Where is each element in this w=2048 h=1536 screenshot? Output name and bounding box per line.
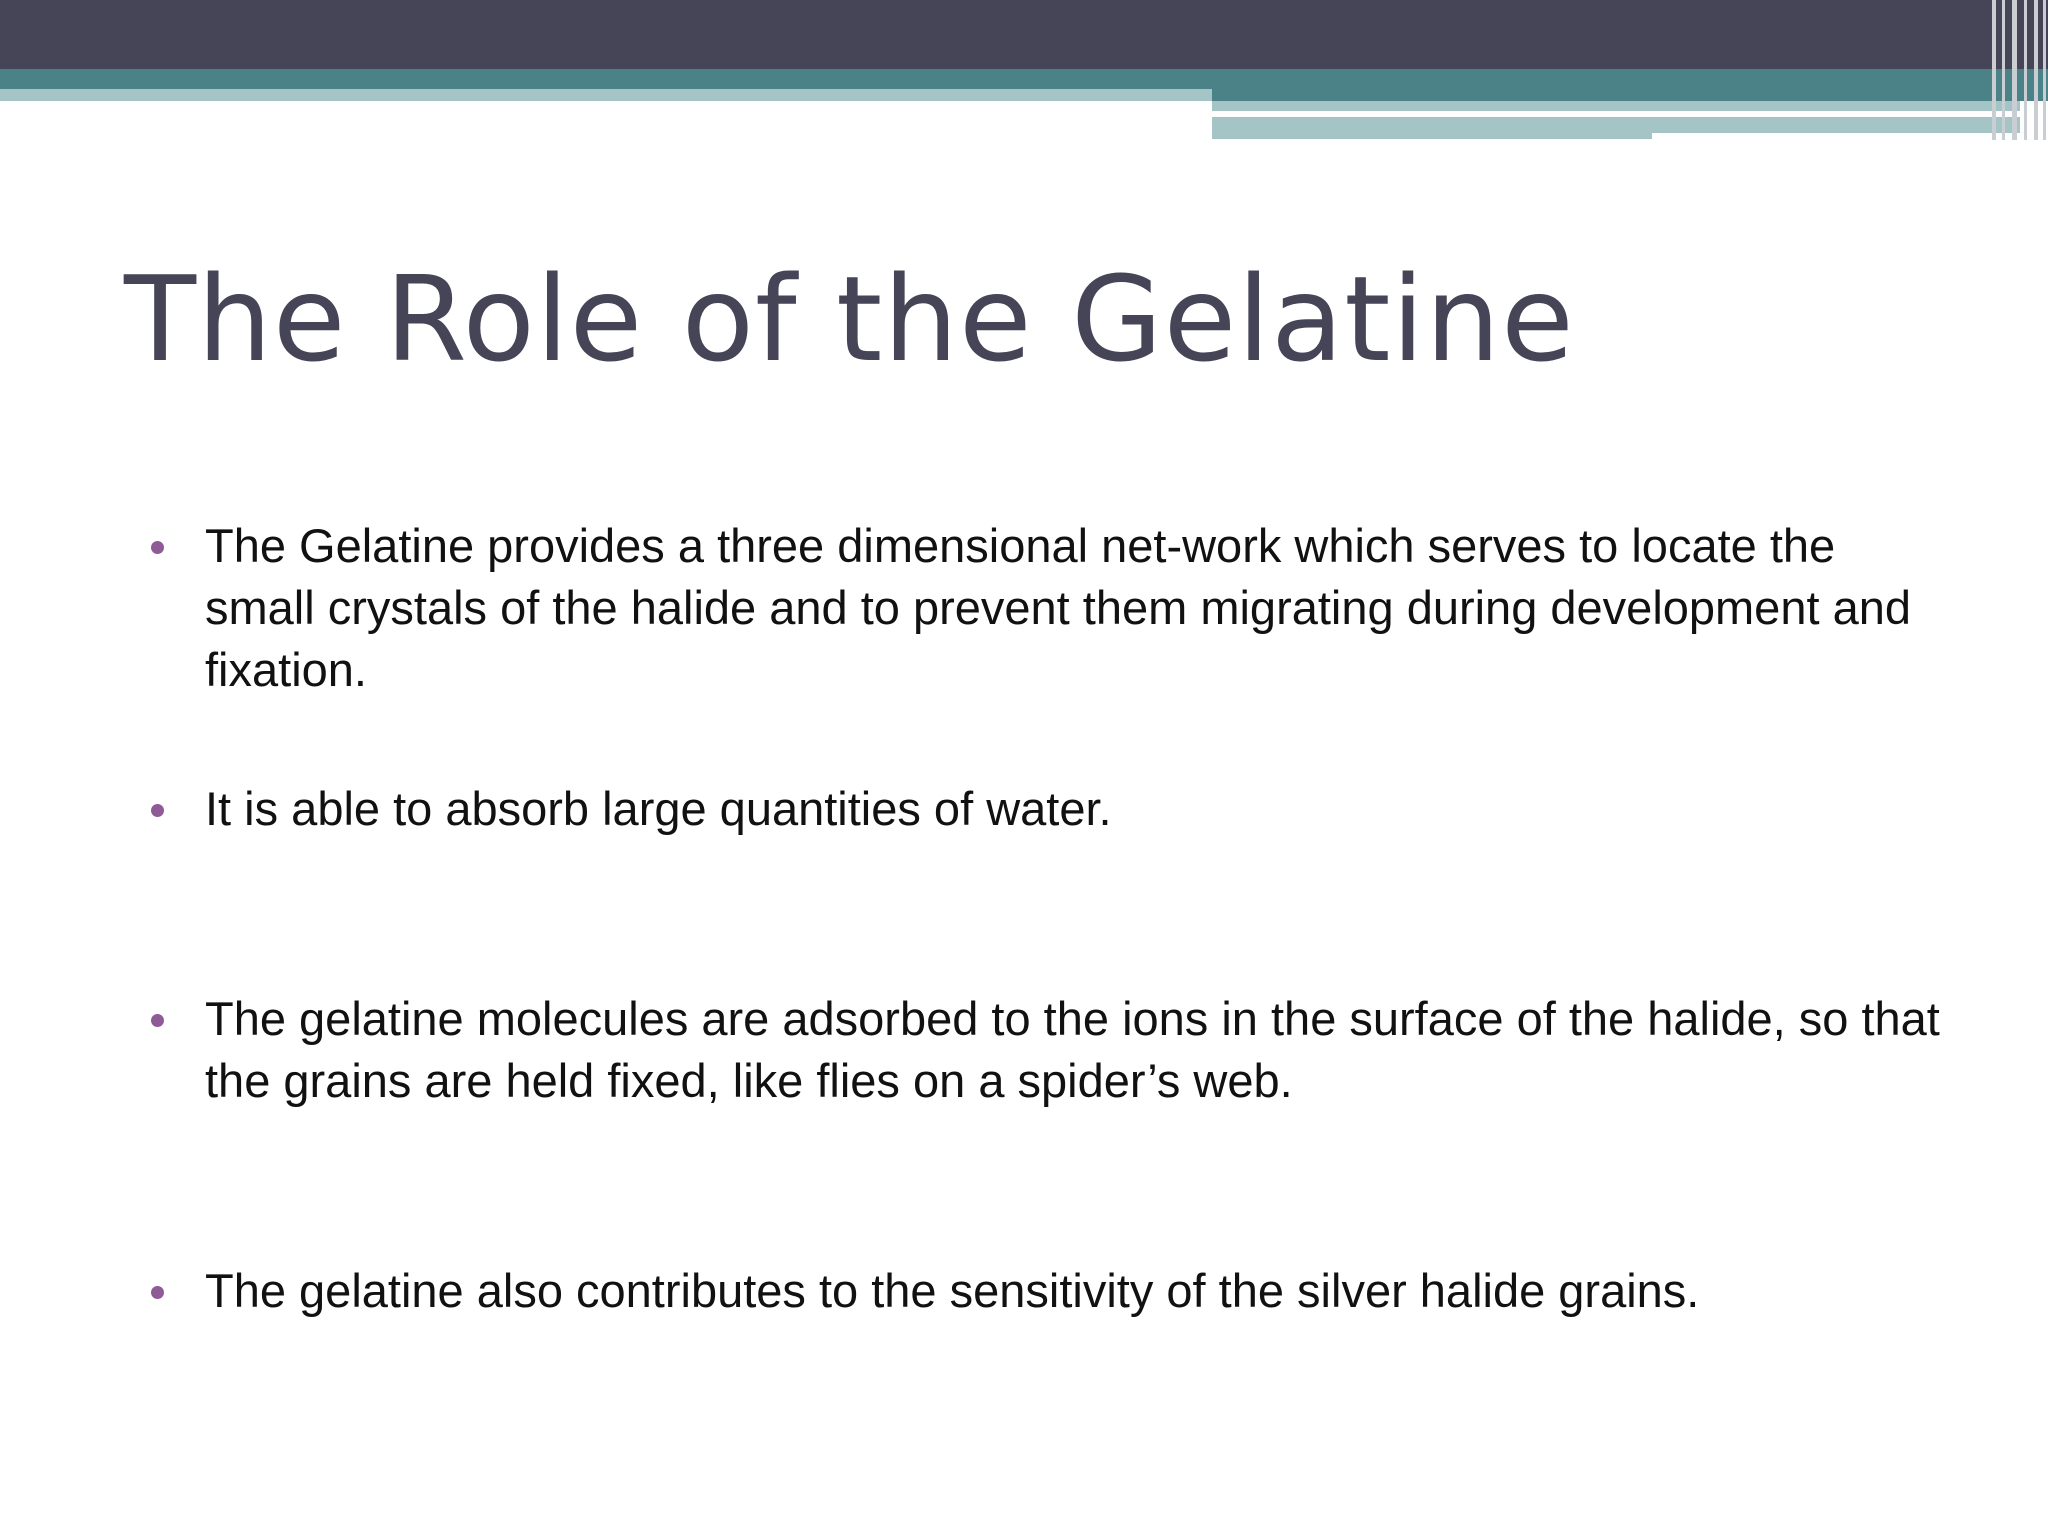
header-band bbox=[0, 0, 2048, 140]
bullet-dot-icon bbox=[151, 804, 164, 817]
slide-title: The Role of the Gelatine bbox=[124, 250, 1575, 388]
bullet-text: The Gelatine provides a three dimensional net-work which serves to locate the small crystals of the halide and to prevent them migrating during development and fixation. bbox=[205, 519, 1911, 696]
list-item bbox=[145, 778, 1945, 840]
header-light-bar-right bbox=[1212, 101, 2020, 111]
bullet-text: The gelatine molecules are adsorbed to the ions in the surface of the halide, so that the grains are held fixed, like flies on a spider’s web. bbox=[205, 992, 1940, 1107]
list-item bbox=[145, 1260, 1945, 1322]
header-stripe bbox=[1992, 0, 1996, 140]
bullet-text: It is able to absorb large quantities of water. bbox=[205, 782, 1112, 835]
bullet-text: The gelatine also contributes to the sensitivity of the silver halide grains. bbox=[205, 1264, 1700, 1317]
header-stripe bbox=[2043, 0, 2046, 140]
list-item bbox=[145, 515, 1945, 701]
header-stripe bbox=[2012, 0, 2017, 140]
header-teal-bar bbox=[0, 69, 1212, 89]
header-stripe bbox=[2002, 0, 2005, 140]
header-stripe bbox=[2034, 0, 2038, 140]
header-teal-bar-right bbox=[1212, 69, 2048, 101]
header-light-bar-lower bbox=[1212, 117, 1652, 139]
bullet-dot-icon bbox=[151, 1286, 164, 1299]
bullet-dot-icon bbox=[151, 1014, 164, 1027]
list-item bbox=[145, 988, 1945, 1112]
header-dark-bar bbox=[0, 0, 2048, 69]
header-stripe bbox=[2024, 0, 2027, 140]
bullet-dot-icon bbox=[151, 541, 164, 554]
header-stripes bbox=[1988, 0, 2048, 140]
header-light-bar bbox=[0, 89, 1212, 101]
header-light-bar-lower-right bbox=[1652, 117, 2020, 133]
